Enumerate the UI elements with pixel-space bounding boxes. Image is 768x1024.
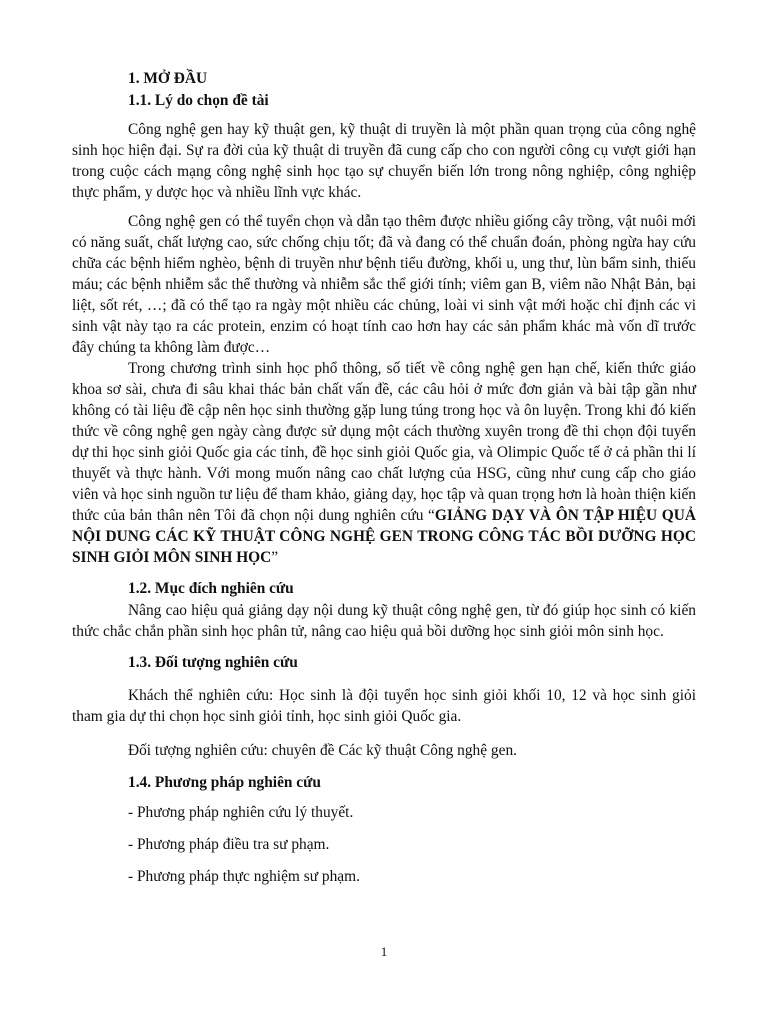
purpose-paragraph: Nâng cao hiệu quả giảng dạy nội dung kỹ thuật công nghệ gen, từ đó giúp học sinh có kiến thức chắc chắn phần sinh học phân tử, nâng cao hiệu quả bồi dưỡng học sinh giỏi môn sinh học. (72, 602, 696, 640)
paragraph-1: Công nghệ gen hay kỹ thuật gen, kỹ thuật di truyền là một phần quan trọng của công nghệ sinh học hiện đại. Sự ra đời của kỹ thuật di truyền đã cung cấp cho con người công cụ vượt giới hạn trong cuộc cách mạng công nghệ sinh học tạo sự chuyển biến lớn trong nông nghiệp, công nghiệp thực phẩm, y dược học và nhiều lĩnh vực khác. (72, 121, 696, 201)
method-item: - Phương pháp nghiên cứu lý thuyết. (128, 804, 354, 821)
section-1-1-heading: 1.1. Lý do chọn đề tài (128, 92, 269, 109)
paragraph-2: Công nghệ gen có thể tuyển chọn và dẫn tạo thêm được nhiều giống cây trồng, vật nuôi mới có năng suất, chất lượng cao, sức chống chịu tốt; đã và đang có thể chuẩn đoán, phòng ngừa hay cứu chữa các bệnh hiểm nghèo, bệnh di truyền như bệnh tiểu đường, khối u, ung thư, lùn bẩm sinh, thiếu máu; các bệnh nhiễm sắc thể thường và nhiễm sắc thể giới tính; viêm gan B, viêm não Nhật Bản, bại liệt, sốt rét, …; đã có thể tạo ra ngày một nhiều các chủng, loài vi sinh vật mới hoặc chỉ định các vi sinh vật này tạo ra các protein, enzim có hoạt tính cao hơn hay các sản phẩm khác mà vốn dĩ trước đây chúng ta không làm được… (72, 213, 696, 356)
section-1-heading: 1. MỞ ĐẦU (128, 70, 208, 87)
method-item: - Phương pháp điều tra sư phạm. (128, 836, 330, 853)
paragraph-3-text: Trong chương trình sinh học phổ thông, số tiết về công nghệ gen hạn chế, kiến thức giáo khoa sơ sài, chưa đi sâu khai thác bản chất vấn đề, các câu hỏi ở mức đơn giản và bài tập gần như không có tài liệu đề cập nên học sinh thường gặp lung túng trong học và ôn luyện. Trong khi đó kiến thức về công nghệ gen ngày càng được sử dụng một cách thường xuyên trong đề thi chọn đội tuyển dự thi học sinh giỏi Quốc gia các tỉnh, đề học sinh giỏi Quốc gia, và Olimpic Quốc tế ở cả phần thi lí thuyết và thực hành. Với mong muốn nâng cao chất lượng của HSG, cũng như cung cấp cho giáo viên và học sinh nguồn tư liệu để tham khảo, giảng dạy, học tập và quan trọng hơn là hoàn thiện kiến thức của bản thân nên Tôi đã chọn nội dung nghiên cứu “ (72, 360, 696, 524)
paragraph-3-end: ” (271, 549, 279, 566)
section-1-2-heading: 1.2. Mục đích nghiên cứu (128, 580, 294, 597)
research-title: GIẢNG DẠY VÀ ÔN TẬP HIỆU QUẢ NỘI DUNG CÁC KỸ THUẬT CÔNG NGHỆ GEN TRONG CÔNG TÁC BỒI DƯỠNG HỌC SINH GIỎI MÔN SINH HỌC (72, 507, 696, 566)
research-subject-paragraph: Khách thể nghiên cứu: Học sinh là đội tuyển học sinh giỏi khối 10, 12 và học sinh giỏi tham gia dự thi chọn học sinh giỏi tỉnh, học sinh giỏi Quốc gia. (72, 687, 696, 725)
page-number: 1 (380, 944, 388, 959)
paragraph-3 (72, 358, 696, 568)
section-1-3-heading: 1.3. Đối tượng nghiên cứu (128, 654, 298, 671)
method-item: - Phương pháp thực nghiệm sư phạm. (128, 868, 360, 885)
research-object-paragraph: Đối tượng nghiên cứu: chuyên đề Các kỹ thuật Công nghệ gen. (128, 742, 517, 759)
section-1-4-heading: 1.4. Phương pháp nghiên cứu (128, 774, 321, 791)
